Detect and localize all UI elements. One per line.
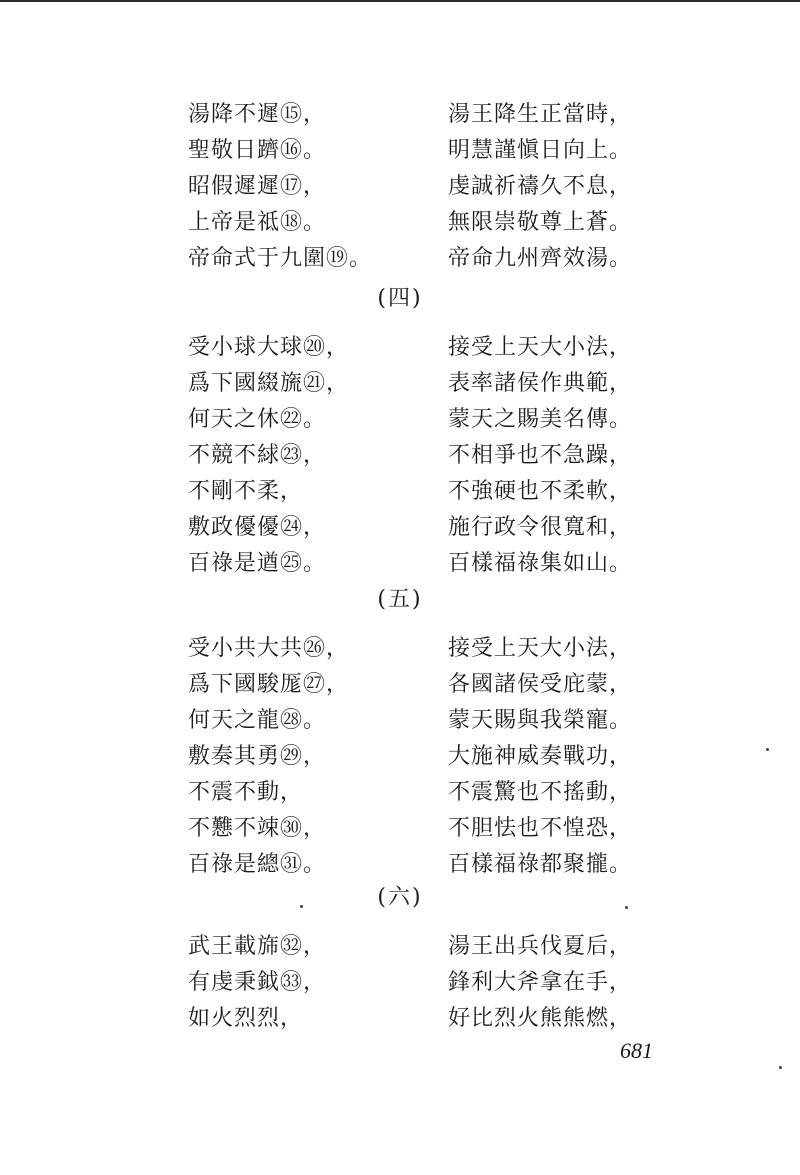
section-heading: (四) — [377, 286, 423, 311]
verse-line — [0, 244, 800, 280]
translation-verse: 接受上天大小法， — [448, 636, 633, 661]
original-verse: 武王載旆㉜， — [188, 934, 327, 959]
scan-speck — [625, 906, 628, 909]
original-verse: 不震不動， — [188, 780, 304, 805]
original-verse: 聖敬日躋⑯。 — [188, 138, 327, 163]
verse-line — [0, 634, 800, 670]
verse-line — [0, 100, 800, 136]
verse-line — [0, 932, 800, 968]
original-verse: 有虔秉鉞㉝， — [188, 970, 327, 995]
stanza — [0, 634, 800, 886]
top-border-rule — [0, 0, 800, 2]
original-verse: 上帝是祗⑱。 — [188, 210, 327, 235]
verse-line — [0, 742, 800, 778]
original-verse: 敷政優優㉔， — [188, 515, 327, 540]
verse-line — [0, 441, 800, 477]
original-verse: 湯降不遲⑮， — [188, 102, 327, 127]
scan-speck — [300, 905, 303, 908]
verse-line — [0, 513, 800, 549]
verse-line — [0, 968, 800, 1004]
verse-line — [0, 136, 800, 172]
original-verse: 不戁不竦㉚， — [188, 816, 327, 841]
verse-line — [0, 549, 800, 585]
stanza — [0, 333, 800, 585]
stanza — [0, 932, 800, 1040]
verse-line — [0, 369, 800, 405]
original-verse: 爲下國綴旒㉑， — [188, 371, 350, 396]
verse-line — [0, 477, 800, 513]
verse-line — [0, 208, 800, 244]
scan-speck — [766, 748, 769, 751]
translation-verse: 不胆怯也不惶恐， — [448, 816, 633, 841]
section-heading: (六) — [377, 885, 423, 910]
original-verse: 受小共大共㉖， — [188, 636, 350, 661]
translation-verse: 表率諸侯作典範， — [448, 371, 633, 396]
translation-verse: 好比烈火熊熊燃， — [448, 1006, 633, 1031]
translation-verse: 明慧謹愼日向上。 — [448, 138, 633, 163]
scan-speck — [779, 1066, 782, 1069]
translation-verse: 湯王出兵伐夏后， — [448, 934, 633, 959]
verse-line — [0, 850, 800, 886]
verse-line — [0, 172, 800, 208]
verse-line — [0, 814, 800, 850]
verse-line — [0, 405, 800, 441]
original-verse: 受小球大球⑳， — [188, 335, 350, 360]
translation-verse: 虔誠祈禱久不息， — [448, 174, 633, 199]
page-number: 681 — [620, 1038, 653, 1063]
original-verse: 帝命式于九圍⑲。 — [188, 246, 373, 271]
original-verse: 不剛不柔， — [188, 479, 304, 504]
original-verse: 不競不絿㉓， — [188, 443, 327, 468]
translation-verse: 施行政令很寬和， — [448, 515, 633, 540]
translation-verse: 各國諸侯受庇蒙， — [448, 672, 633, 697]
section-heading: (五) — [377, 587, 423, 612]
translation-verse: 接受上天大小法， — [448, 335, 633, 360]
translation-verse: 蒙天之賜美名傳。 — [448, 407, 633, 432]
translation-verse: 百樣福祿集如山。 — [448, 551, 633, 576]
verse-line — [0, 670, 800, 706]
translation-verse: 帝命九州齊效湯。 — [448, 246, 633, 271]
translation-verse: 不震驚也不搖動， — [448, 780, 633, 805]
stanza-continuation — [0, 100, 800, 280]
translation-verse: 大施神威奏戰功， — [448, 744, 633, 769]
translation-verse: 不強硬也不柔軟， — [448, 479, 633, 504]
original-verse: 何天之休㉒。 — [188, 407, 327, 432]
verse-line — [0, 778, 800, 814]
original-verse: 如火烈烈， — [188, 1006, 304, 1031]
original-verse: 敷奏其勇㉙， — [188, 744, 327, 769]
original-verse: 何天之龍㉘。 — [188, 708, 327, 733]
translation-verse: 蒙天賜與我榮寵。 — [448, 708, 633, 733]
original-verse: 百祿是總㉛。 — [188, 852, 327, 877]
translation-verse: 無限崇敬尊上蒼。 — [448, 210, 633, 235]
verse-line — [0, 706, 800, 742]
translation-verse: 不相爭也不急躁， — [448, 443, 633, 468]
translation-verse: 湯王降生正當時， — [448, 102, 633, 127]
original-verse: 百祿是遒㉕。 — [188, 551, 327, 576]
original-verse: 昭假遲遲⑰， — [188, 174, 327, 199]
verse-line — [0, 333, 800, 369]
translation-verse: 百樣福祿都聚攏。 — [448, 852, 633, 877]
translation-verse: 鋒利大斧拿在手， — [448, 970, 633, 995]
verse-line — [0, 1004, 800, 1040]
original-verse: 爲下國駿厖㉗， — [188, 672, 350, 697]
